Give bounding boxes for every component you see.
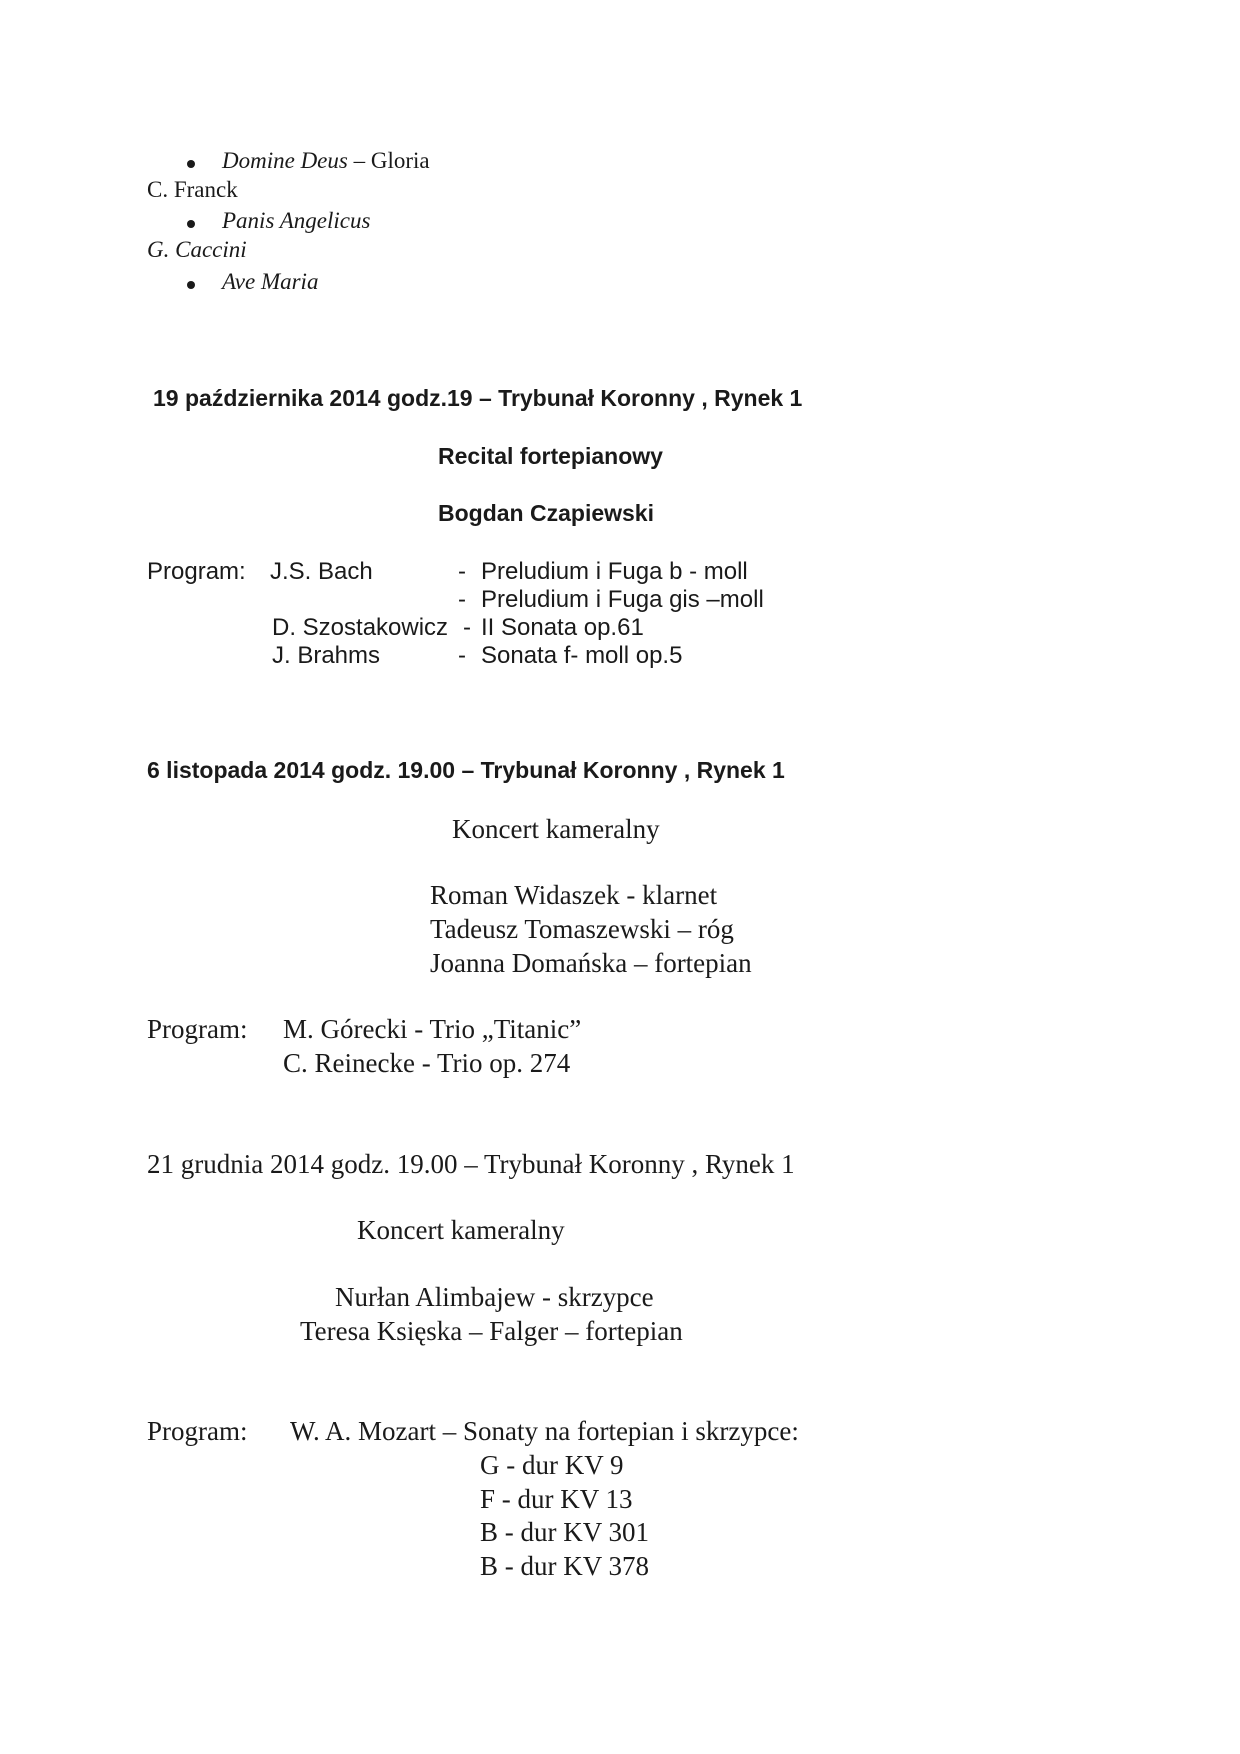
sonata-item: G - dur KV 9 bbox=[480, 1450, 624, 1480]
performer-name: Nurłan Alimbajew - skrzypce bbox=[335, 1282, 654, 1312]
performer-name: Bogdan Czapiewski bbox=[438, 500, 654, 526]
dash: - bbox=[458, 558, 466, 585]
work-title: Panis Angelicus bbox=[222, 208, 371, 233]
program-label: Program: bbox=[147, 1416, 248, 1446]
composer-name: D. Szostakowicz bbox=[272, 614, 449, 641]
program-item: W. A. Mozart – Sonaty na fortepian i skrzypce: bbox=[290, 1416, 799, 1446]
event-type: Koncert kameralny bbox=[452, 814, 660, 844]
work-title: Preludium i Fuga gis –moll bbox=[481, 586, 764, 613]
bullet-icon bbox=[187, 220, 195, 228]
composer-name: G. Caccini bbox=[147, 237, 247, 262]
work-title: Ave Maria bbox=[222, 269, 319, 294]
bullet-icon bbox=[187, 281, 195, 289]
performer-name: Tadeusz Tomaszewski – róg bbox=[430, 914, 734, 944]
performer-name: Joanna Domańska – fortepian bbox=[430, 948, 752, 978]
work-title: II Sonata op.61 bbox=[481, 614, 644, 641]
list-item bbox=[222, 148, 430, 174]
event-type: Recital fortepianowy bbox=[438, 443, 663, 469]
sonata-item: B - dur KV 301 bbox=[480, 1517, 650, 1547]
sonata-item: F - dur KV 13 bbox=[480, 1484, 633, 1514]
event-header: 19 października 2014 godz.19 – Trybunał Koronny , Rynek 1 bbox=[153, 385, 803, 411]
performer-name: Roman Widaszek - klarnet bbox=[430, 880, 718, 910]
composer-name: J. Brahms bbox=[272, 642, 381, 669]
event-header: 6 listopada 2014 godz. 19.00 – Trybunał Koronny , Rynek 1 bbox=[147, 757, 785, 783]
program-label: Program: bbox=[147, 558, 246, 585]
composer-name: J.S. Bach bbox=[270, 558, 373, 585]
dash: - bbox=[463, 614, 471, 641]
work-title: Domine Deus bbox=[222, 148, 348, 173]
work-title: Sonata f- moll op.5 bbox=[481, 642, 683, 669]
work-title: Preludium i Fuga b - moll bbox=[481, 558, 748, 585]
program-label: Program: bbox=[147, 1014, 248, 1044]
sonata-item: B - dur KV 378 bbox=[480, 1551, 650, 1581]
bullet-icon bbox=[187, 160, 195, 168]
program-item: M. Górecki - Trio „Titanic” bbox=[283, 1014, 582, 1044]
performer-name: Teresa Księska – Falger – fortepian bbox=[300, 1316, 683, 1346]
composer-name: C. Franck bbox=[147, 177, 238, 202]
dash: - bbox=[458, 586, 466, 613]
dash: - bbox=[458, 642, 466, 669]
event-type: Koncert kameralny bbox=[357, 1215, 565, 1245]
event-header: 21 grudnia 2014 godz. 19.00 – Trybunał Koronny , Rynek 1 bbox=[147, 1149, 795, 1179]
program-item: C. Reinecke - Trio op. 274 bbox=[283, 1048, 571, 1078]
work-detail: – Gloria bbox=[347, 148, 430, 173]
